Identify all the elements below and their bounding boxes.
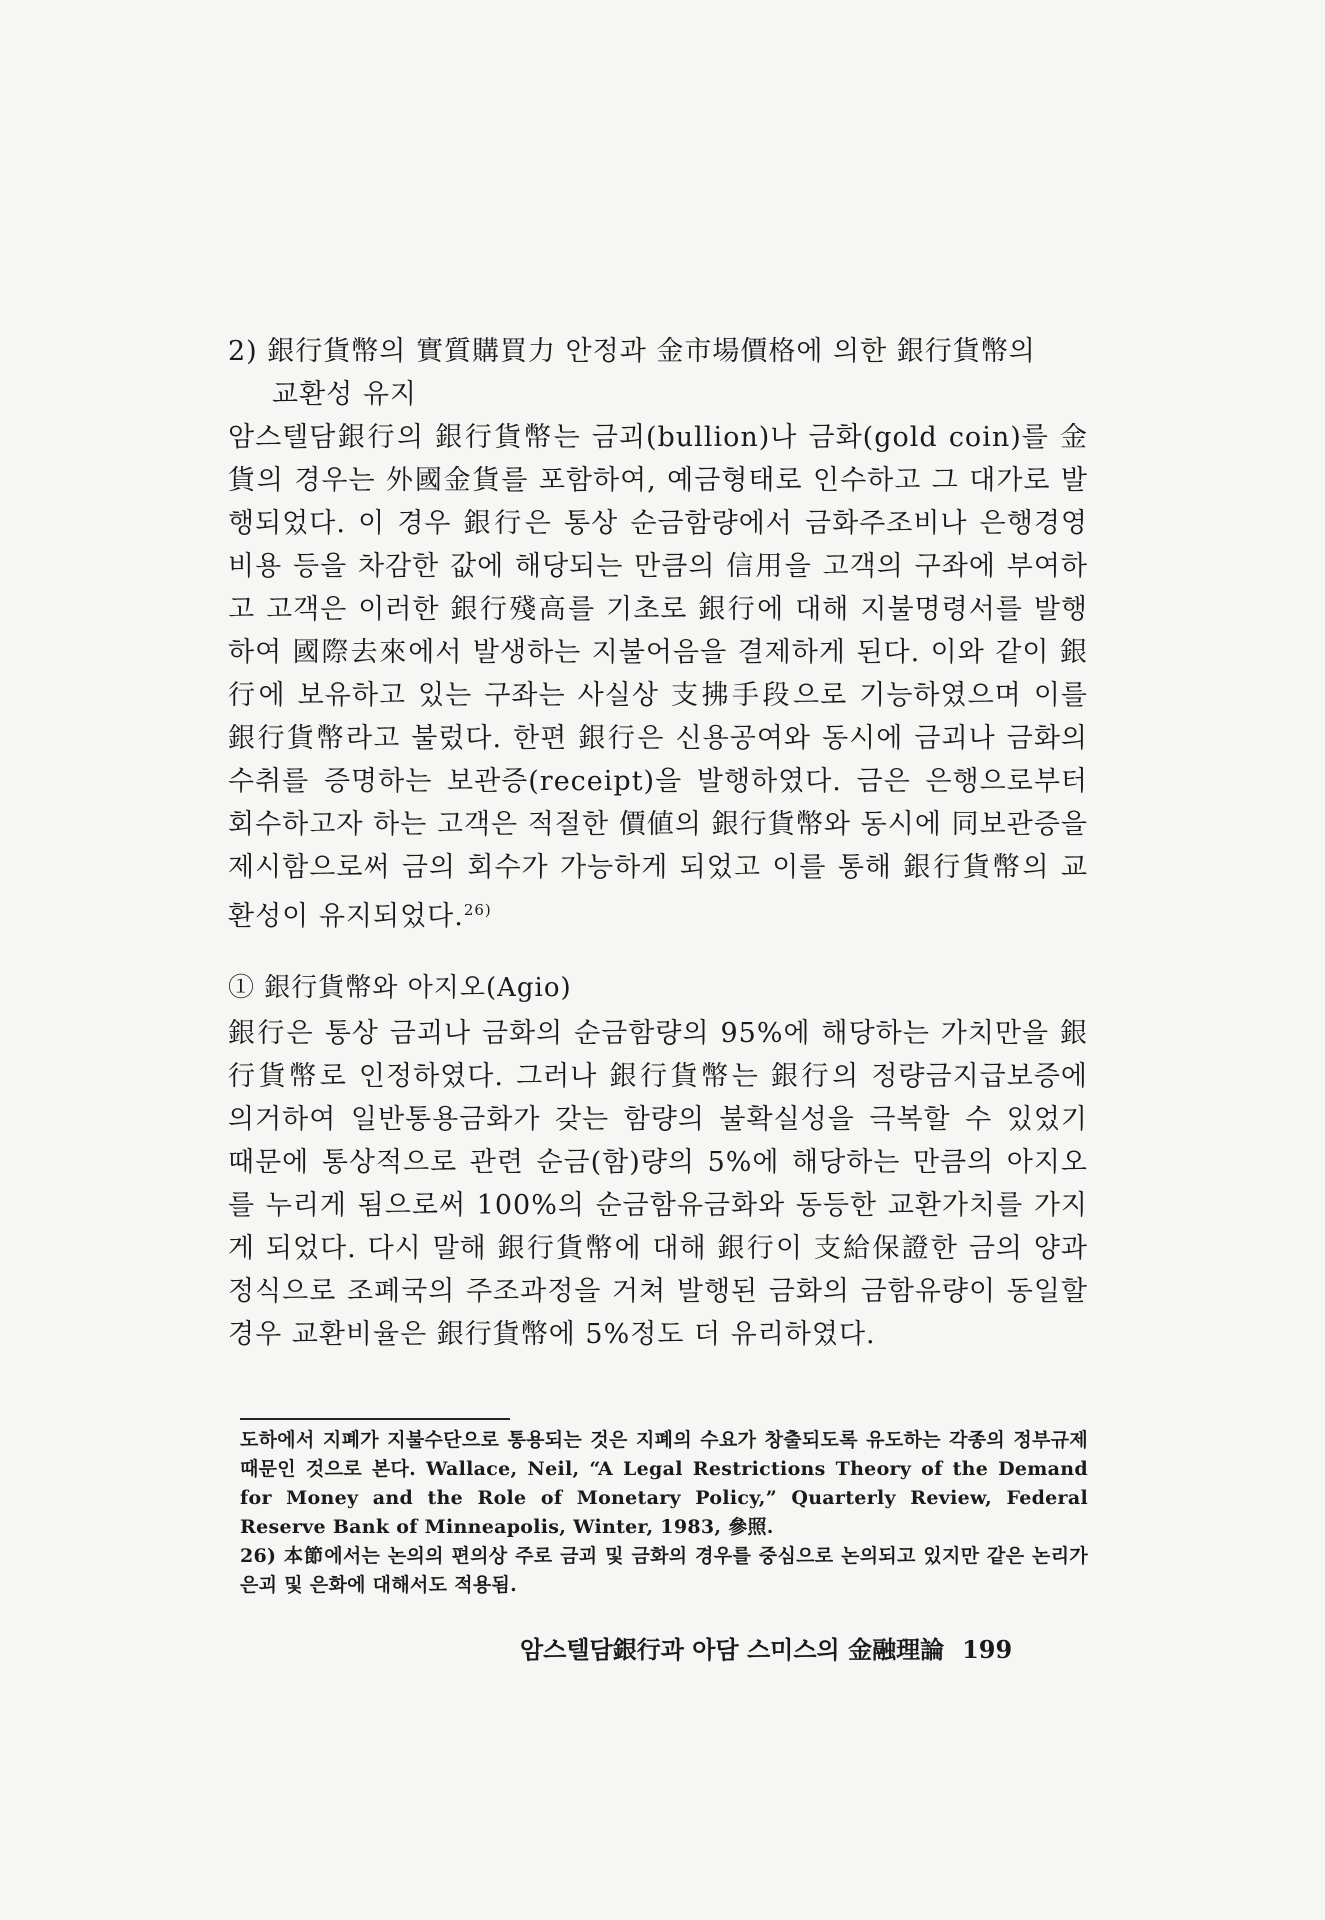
paragraph-2-text: 銀行은 통상 금괴나 금화의 순금함량의 95%에 해당하는 가치만을 銀行貨幣로 인정하였다. 그러나 銀行貨幣는 銀行의 정량금지급보증에 의거하여 일반통용금화가 갖는 함량의 불확실성을 극복할 수 있었기 때문에 통상적으로 관련 순금(함)량의 5%에 해당하는 만큼의 아지오를 누리게 됨으로써 100%의 순금함유금화와 동등한 교환가치를 가지게 되었다. 다시 말해 銀行貨幣에 대해 銀行이 支給保證한 금의 양과 정식으로 조폐국의 주조과정을 거쳐 발행된 금화의 금함유량이 동일할 경우 교환비율은 銀行貨幣에 5%정도 더 유리하였다. <box>228 1018 1088 1350</box>
page-number: 199 <box>962 1635 1013 1664</box>
running-footer <box>520 1630 1088 1665</box>
paragraph-1-body: 암스텔담銀行의 銀行貨幣는 금괴(bullion)나 금화(gold coin)를 金貨의 경우는 外國金貨를 포함하여, 예금형태로 인수하고 그 대가로 발행되었다. 이 경우 銀行은 통상 순금함량에서 금화주조비나 은행경영비용 등을 차감한 값에 해당되는 만큼의 信用을 고객의 구좌에 부여하고 고객은 이러한 銀行殘高를 기초로 銀行에 대해 지불명령서를 발행하여 國際去來에서 발생하는 지불어음을 결제하게 된다. 이와 같이 銀行에 보유하고 있는 구좌는 사실상 支拂手段으로 기능하였으며 이를 銀行貨幣라고 불렀다. 한편 銀行은 신용공여와 동시에 금괴나 금화의 수취를 증명하는 보관증(receipt)을 발행하였다. 금은 은행으로부터 회수하고자 하는 고객은 적절한 價値의 銀行貨幣와 동시에 同보관증을 제시함으로써 금의 회수가 가능하게 되었고 이를 통해 銀行貨幣의 교환성이 유지되었다. <box>228 422 1088 932</box>
footnote-26 <box>240 1542 1088 1600</box>
running-footer-title: 암스텔담銀行과 아담 스미스의 金融理論 <box>520 1635 945 1664</box>
footnote-26-label: 26) <box>240 1545 277 1567</box>
section-heading-line1: 2) 銀行貨幣의 實質購買力 안정과 金市場價格에 의한 銀行貨幣의 <box>228 336 1036 367</box>
section-heading-line2: 교환성 유지 <box>272 379 417 410</box>
sub-heading: ① 銀行貨幣와 아지오(Agio) <box>228 973 572 1003</box>
section-heading <box>228 330 1088 416</box>
paragraph-1-text <box>228 416 1088 938</box>
footnote-continued: 도하에서 지폐가 지불수단으로 통용되는 것은 지폐의 수요가 창출되도록 유도하는 각종의 정부규제 때문인 것으로 본다. Wallace, Neil, “A Legal Restrictions Theory of the Demand for Money and the Role of Monetary Policy,” Quarterly Review, Federal Reserve Bank of Minneapolis, Winter, 1983, 參照. <box>240 1429 1088 1538</box>
body-paragraph-1 <box>228 416 1088 938</box>
footnote-26-text: 本節에서는 논의의 편의상 주로 금괴 및 금화의 경우를 중심으로 논의되고 있지만 같은 논리가 은괴 및 은화에 대해서도 적용됨. <box>240 1545 1089 1596</box>
footnote-ref-26: 26) <box>463 901 492 919</box>
footnote-divider <box>240 1418 510 1420</box>
footnotes <box>240 1426 1088 1600</box>
body-paragraph-2 <box>228 1012 1088 1356</box>
